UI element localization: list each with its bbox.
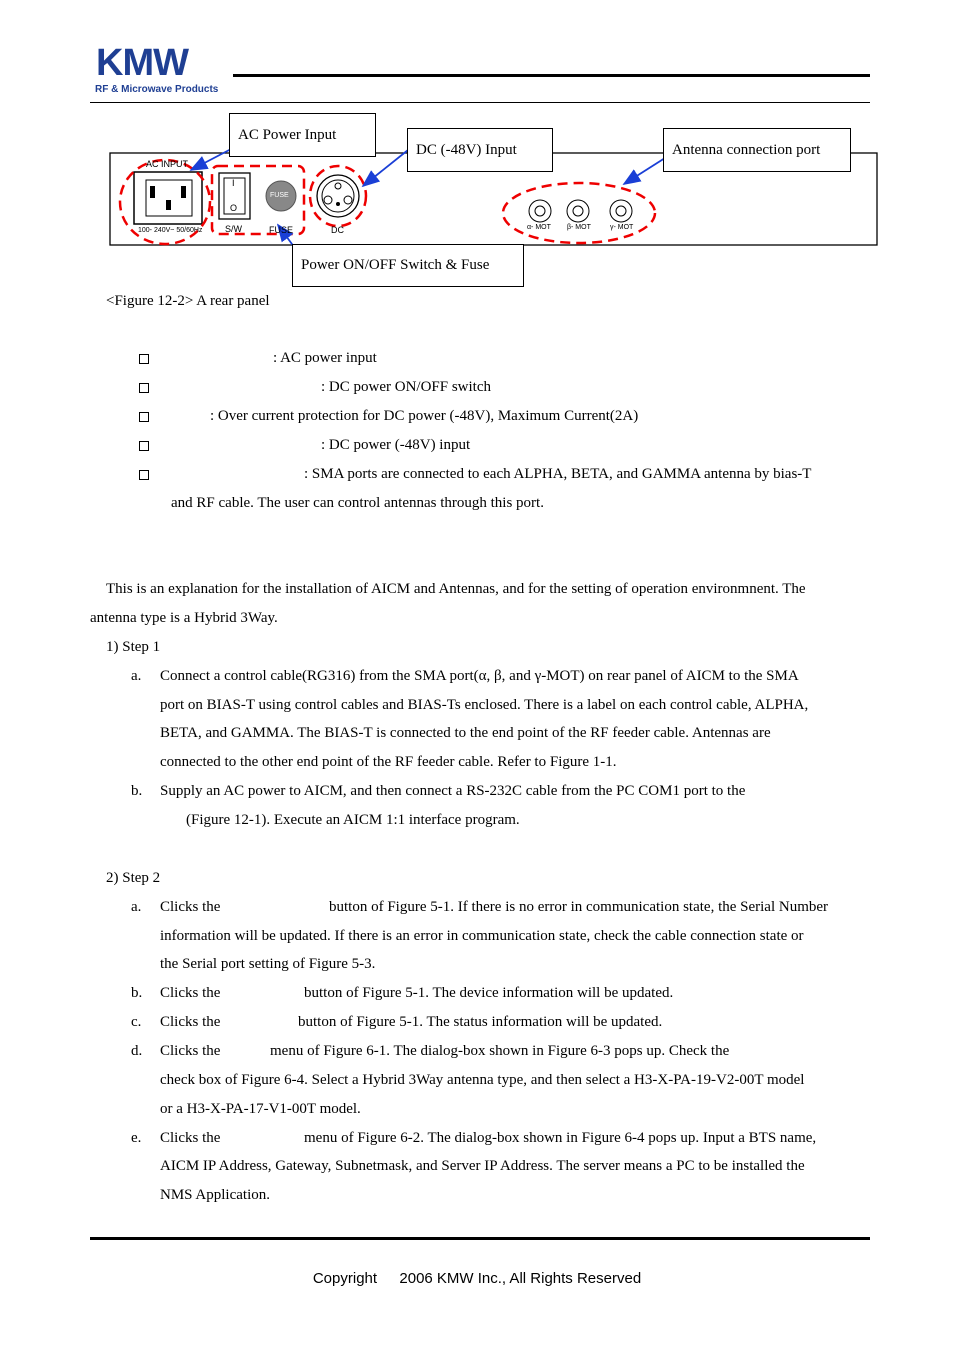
- bullet-antenna-text: : SMA ports are connected to each ALPHA, BETA, and GAMMA antenna by bias-T: [304, 466, 812, 482]
- copyright-rest: 2006 KMW Inc., All Rights Reserved: [399, 1270, 642, 1287]
- step2-d-line-1a: Clicks the: [160, 1043, 221, 1059]
- callout-antenna-port: Antenna connection port: [663, 128, 851, 172]
- step2-d-line-3: or a H3-X-PA-17-V1-00T model.: [160, 1101, 361, 1117]
- intro-line-1: This is an explanation for the installation of AICM and Antennas, and for the setting of operation environmnent. The: [106, 581, 806, 597]
- step2-c-marker: c.: [131, 1014, 142, 1030]
- step2-b-line-a: Clicks the: [160, 985, 221, 1001]
- step2-d-line-2: check box of Figure 6-4. Select a Hybrid 3Way antenna type, and then select a H3-X-PA-19-V2-00T model: [160, 1072, 805, 1088]
- ac-rating-label: 100- 240V~ 50/60Hz: [138, 227, 203, 234]
- step1-b-line-1: Supply an AC power to AICM, and then connect a RS-232C cable from the PC COM1 port to the: [160, 783, 746, 799]
- callout-ac-power-input: AC Power Input: [229, 113, 376, 157]
- dc-connector: [317, 175, 359, 217]
- step2-e-line-3: NMS Application.: [160, 1187, 271, 1203]
- footer-rule: [90, 1237, 870, 1240]
- step2-b-marker: b.: [131, 985, 143, 1001]
- step2-c-line-b: button of Figure 5-1. The status information will be updated.: [298, 1014, 663, 1030]
- copyright-word: Copyright: [312, 1270, 378, 1287]
- bullet-box: [139, 354, 149, 364]
- step1-a-line-2: port on BIAS-T using control cables and BIAS-Ts enclosed. There is a label on each control cable, ALPHA,: [160, 697, 809, 713]
- step1-a-line-1: Connect a control cable(RG316) from the SMA port(α, β, and γ-MOT) on rear panel of AICM to the SMA: [160, 668, 799, 684]
- switch-label: S/W: [225, 224, 242, 234]
- switch-off-label: O: [230, 203, 238, 213]
- step1-b-line-2: (Figure 12-1). Execute an AICM 1:1 interface program.: [186, 812, 520, 828]
- bullet-antenna-text-cont: and RF cable. The user can control antennas through this port.: [171, 495, 544, 511]
- step2-b-line-b: button of Figure 5-1. The device information will be updated.: [304, 985, 674, 1001]
- step1-a-line-4: connected to the other end point of the RF feeder cable. Refer to Figure 1-1.: [160, 754, 617, 770]
- step2-a-line-1b: button of Figure 5-1. If there is no error in communication state, the Serial Number: [329, 899, 829, 915]
- fuse-label: FUSE: [269, 225, 294, 235]
- step2-e-line-2: AICM IP Address, Gateway, Subnetmask, and Server IP Address. The server means a PC to be installed the: [160, 1158, 805, 1174]
- beta-mot-label: β- MOT: [567, 224, 591, 231]
- bullet-fuse-text: : Over current protection for DC power (-48V), Maximum Current(2A): [210, 408, 639, 424]
- step2-d-line-1b: menu of Figure 6-1. The dialog-box shown in Figure 6-3 pops up. Check the: [270, 1043, 730, 1059]
- ac-input-label: AC INPUT: [146, 159, 189, 169]
- alpha-mot-label: α- MOT: [527, 224, 551, 231]
- alpha-mot-port: [529, 200, 551, 222]
- switch-on-label: I: [232, 178, 235, 188]
- gamma-mot-label: γ- MOT: [610, 224, 634, 231]
- bullet-box: [139, 383, 149, 393]
- copyright-notice: [0, 1270, 954, 1287]
- bullet-dc-text: : DC power (-48V) input: [321, 437, 471, 453]
- bullet-ac-text: : AC power input: [273, 350, 377, 366]
- intro-line-2: antenna type is a Hybrid 3Way.: [90, 610, 278, 626]
- step2-a-line-3: the Serial port setting of Figure 5-3.: [160, 956, 376, 972]
- step1-a-line-3: BETA, and GAMMA. The BIAS-T is connected to the end point of the RF feeder cable. Antennas are: [160, 725, 771, 741]
- step2-a-marker: a.: [131, 899, 142, 915]
- gamma-mot-port: [610, 200, 632, 222]
- step2-c-line-a: Clicks the: [160, 1014, 221, 1030]
- step2-a-line-1a: Clicks the: [160, 899, 221, 915]
- step2-e-line-1a: Clicks the: [160, 1130, 221, 1146]
- step1-b-marker: b.: [131, 783, 143, 799]
- step1-title: 1) Step 1: [106, 639, 161, 655]
- step2-a-line-2: information will be updated. If there is an error in communication state, check the cable connection state or: [160, 928, 804, 944]
- step1-a-marker: a.: [131, 668, 142, 684]
- step2-e-line-1b: menu of Figure 6-2. The dialog-box shown in Figure 6-4 pops up. Input a BTS name,: [304, 1130, 817, 1146]
- bullet-box: [139, 412, 149, 422]
- fuse-inner-label: FUSE: [270, 192, 289, 199]
- step2-e-marker: e.: [131, 1130, 142, 1146]
- callout-power-switch-fuse: Power ON/OFF Switch & Fuse: [292, 244, 524, 287]
- logo-subtitle: RF & Microwave Products: [95, 84, 219, 95]
- bullet-switch-text: : DC power ON/OFF switch: [321, 379, 492, 395]
- beta-mot-port: [567, 200, 589, 222]
- dc-label: DC: [331, 225, 344, 235]
- kmw-logo: KMW: [96, 42, 188, 84]
- callout-dc-input: DC (-48V) Input: [407, 128, 553, 172]
- step2-d-marker: d.: [131, 1043, 143, 1059]
- bullet-box: [139, 441, 149, 451]
- figure-caption: <Figure 12-2> A rear panel: [106, 293, 270, 309]
- step2-title: 2) Step 2: [106, 870, 161, 886]
- bullet-box: [139, 470, 149, 480]
